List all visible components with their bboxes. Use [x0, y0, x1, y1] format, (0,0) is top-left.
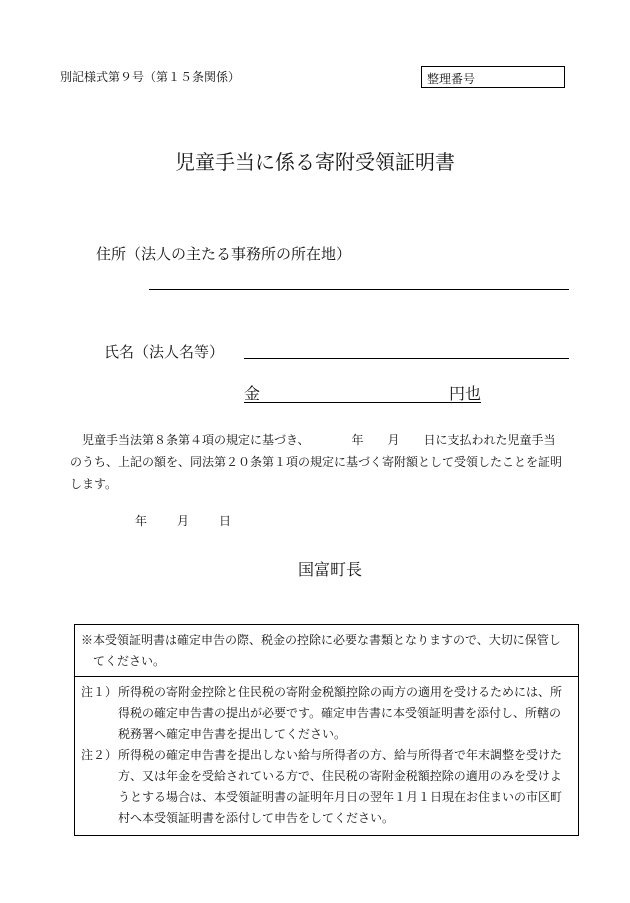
notice-line: てください。: [93, 654, 166, 668]
name-field[interactable]: [244, 358, 569, 359]
statement-line: します。: [70, 477, 118, 491]
amount-suffix: 円也: [448, 384, 481, 403]
amount-field[interactable]: [244, 381, 481, 403]
address-label: 住所（法人の主たる事務所の所在地）: [96, 245, 352, 263]
note-line: 方、又は年金を受給されている方で、住民税の寄附金税額控除の適用のみを受けよ: [118, 769, 562, 783]
document-title: 児童手当に係る寄附受領証明書: [175, 150, 455, 174]
issuer-name: 国富町長: [297, 560, 362, 579]
reference-number-label: 整理番号: [427, 72, 476, 86]
note-line: うとする場合は、本受領証明書の証明年月日の翌年１月１日現在お住まいの市区町: [118, 790, 563, 804]
issue-date-day: 日: [219, 514, 232, 528]
note-line: 村へ本受領証明書を添付して申告をしてください。: [118, 811, 395, 825]
amount-prefix: 金: [244, 384, 261, 403]
statement-line: 児童手当法第８条第４項の規定に基づき、 年 月 日に支払われた児童手当: [70, 433, 556, 447]
certification-statement: [70, 429, 582, 495]
storage-notice: [75, 625, 578, 677]
notice-line: ※本受領証明書は確定申告の際、税金の控除に必要な書類となりますので、大切に保管し: [81, 633, 561, 647]
note-line: 税務署へ確定申告書を提出してください。: [118, 727, 347, 741]
reference-number-field[interactable]: [421, 66, 565, 88]
notes-list: [75, 677, 578, 835]
notes-box: [74, 624, 579, 836]
address-field[interactable]: [149, 289, 569, 290]
note-item: [81, 745, 572, 829]
note-mark: 注２）: [81, 748, 118, 762]
note-line: 所得税の確定申告書を提出しない給与所得者の方、給与所得者で年末調整を受けた: [118, 748, 563, 762]
note-line: 得税の確定申告書の提出が必要です。確定申告書に本受領証明書を添付し、所轄の: [118, 706, 562, 720]
note-mark: 注１）: [81, 685, 118, 699]
name-label: 氏名（法人名等）: [104, 343, 225, 361]
issue-date: [135, 512, 261, 529]
issue-date-year: 年: [135, 514, 148, 528]
form-number: 別記様式第９号（第１５条関係）: [60, 70, 241, 84]
issue-date-month: 月: [177, 514, 190, 528]
statement-line: のうち、上記の額を、同法第２０条第１項の規定に基づく寄附額として受領したことを証明: [70, 455, 563, 469]
note-line: 所得税の寄附金控除と住民税の寄附金税額控除の両方の適用を受けるためには、所: [118, 685, 563, 699]
note-item: [81, 682, 572, 745]
